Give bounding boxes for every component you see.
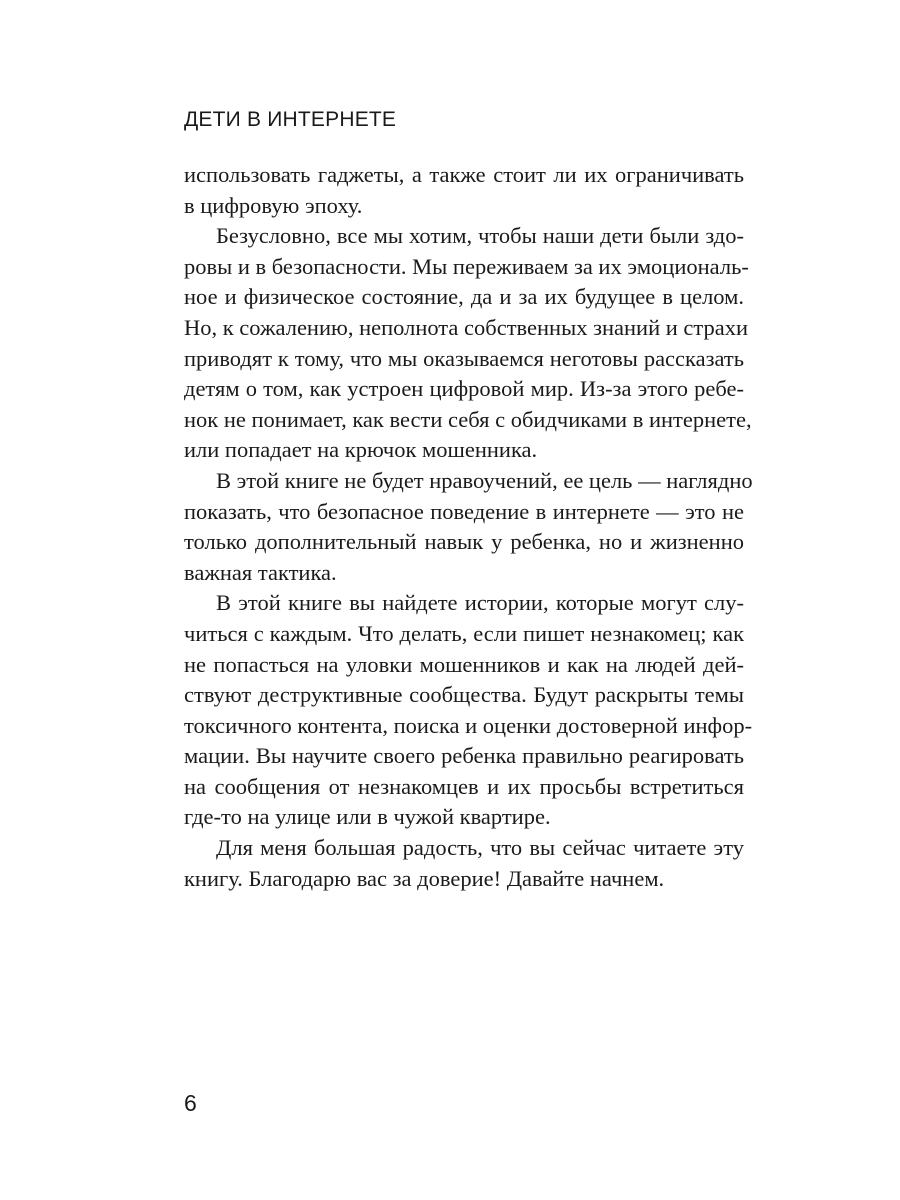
text-line: в цифровую эпоху.	[184, 192, 363, 218]
text-line: ное и физическое состояние, да и за их будущее в целом.	[184, 284, 744, 310]
paragraph	[184, 160, 744, 221]
text-line: Для меня большая радость, что вы сейчас читаете эту	[216, 835, 744, 861]
text-line: В этой книге не будет нравоучений, ее цель — наглядно	[216, 467, 753, 493]
text-line: Но, к сожалению, неполнота собственных знаний и страхи	[184, 314, 749, 340]
text-line: или попадает на крючок мошенника.	[184, 437, 538, 463]
paragraph	[184, 221, 752, 466]
text-line: нок не понимает, как вести себя с обидчиками в интернете,	[184, 406, 752, 432]
text-line: ровы и в безопасности. Мы переживаем за их эмоциональ-	[184, 253, 749, 279]
text-line: В этой книге вы найдете истории, которые могут слу-	[216, 590, 744, 616]
paragraph	[184, 833, 744, 894]
text-line: детям о том, как устроен цифровой мир. Из-за этого ребе-	[184, 376, 744, 402]
text-line: на сообщения от незнакомцев и их просьбы встретиться	[184, 773, 744, 799]
text-line: не попасться на уловки мошенников и как на людей дей-	[184, 651, 744, 677]
text-line: только дополнительный навык у ребенка, но и жизненно	[184, 529, 744, 555]
paragraph	[184, 466, 753, 588]
paragraph	[184, 588, 753, 833]
body-text	[184, 160, 753, 894]
text-line: показать, что безопасное поведение в интернете — это не	[184, 498, 744, 524]
running-title: ДЕТИ В ИНТЕРНЕТЕ	[184, 108, 397, 131]
text-line: Безусловно, все мы хотим, чтобы наши дети были здо-	[216, 223, 744, 249]
text-line: приводят к тому, что мы оказываемся неготовы рассказать	[184, 345, 744, 371]
text-line: важная тактика.	[184, 559, 337, 585]
text-line: ствуют деструктивные сообщества. Будут раскрыты темы	[184, 682, 744, 708]
page-number: 6	[184, 1090, 197, 1116]
text-line: где-то на улице или в чужой квартире.	[184, 804, 551, 830]
text-line: использовать гаджеты, а также стоит ли их ограничивать	[184, 162, 744, 187]
text-line: токсичного контента, поиска и оценки достоверной инфор-	[184, 712, 753, 738]
text-line: мации. Вы научите своего ребенка правильно реагировать	[184, 743, 744, 769]
text-line: книгу. Благодарю вас за доверие! Давайте начнем.	[184, 865, 665, 891]
text-line: читься с каждым. Что делать, если пишет незнакомец; как	[184, 620, 744, 646]
